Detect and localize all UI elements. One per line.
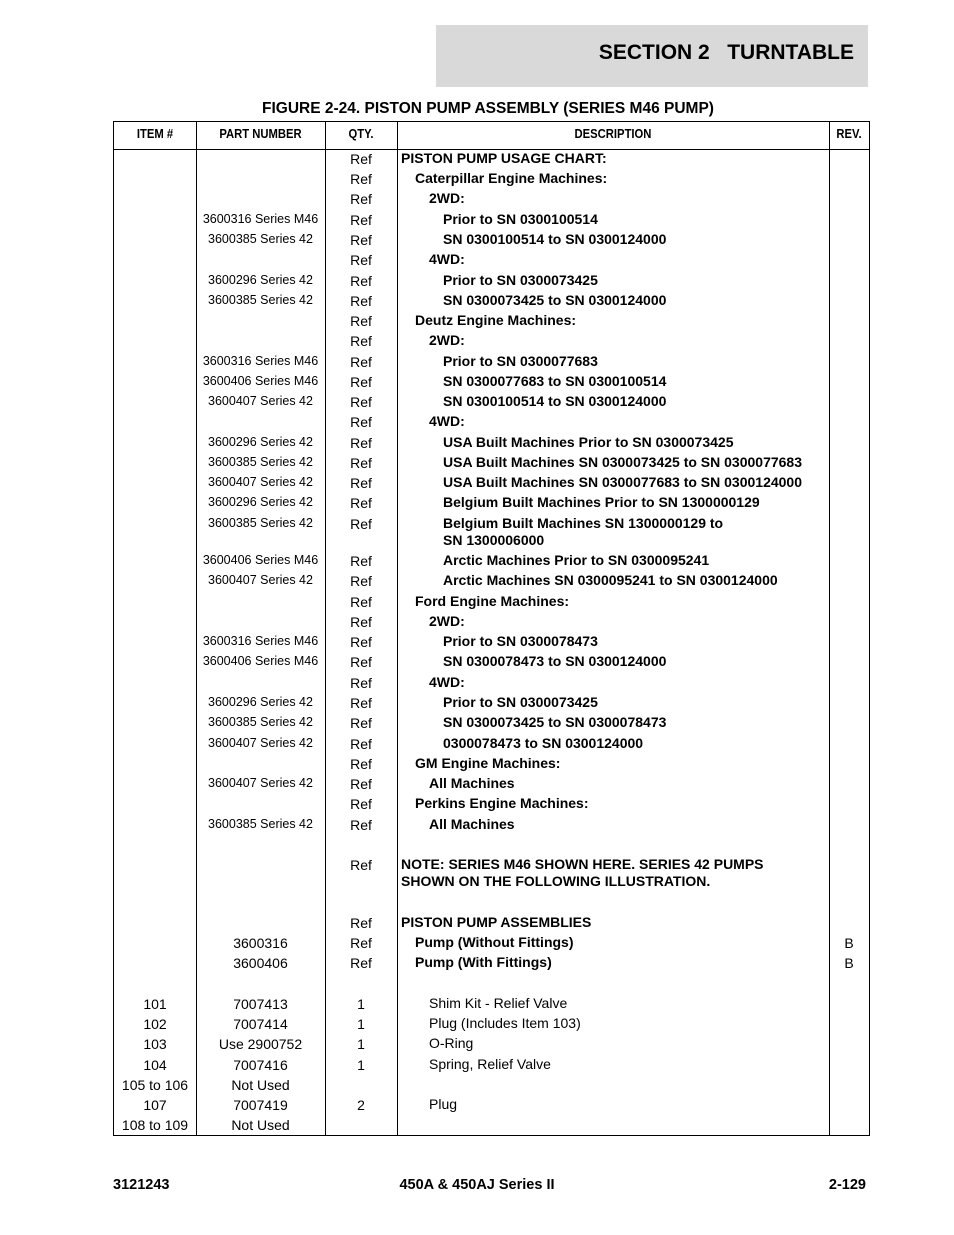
part-number-cell: 3600407 Series 42 xyxy=(208,394,313,408)
qty-cell: Ref xyxy=(350,675,372,691)
description-cell: Prior to SN 0300073425 xyxy=(443,272,598,288)
description-cell: Ford Engine Machines: xyxy=(415,593,570,609)
qty-cell: Ref xyxy=(350,796,372,812)
item-cell: 102 xyxy=(143,1016,167,1032)
description-cell: Belgium Built Machines SN 1300000129 to SN 1300006000 xyxy=(443,515,724,548)
description-cell: Plug (Includes Item 103) xyxy=(429,1015,581,1031)
part-number-cell: 3600385 Series 42 xyxy=(208,455,313,469)
description-cell: SN 0300100514 to SN 0300124000 xyxy=(443,393,667,409)
qty-cell: Ref xyxy=(350,614,372,630)
qty-cell: Ref xyxy=(350,634,372,650)
part-number-cell: 3600385 Series 42 xyxy=(208,232,313,246)
header-qty: QTY. xyxy=(348,127,374,141)
qty-cell: Ref xyxy=(350,455,372,471)
qty-cell: Ref xyxy=(350,273,372,289)
description-cell: SN 0300073425 to SN 0300124000 xyxy=(443,292,667,308)
description-cell: 2WD: xyxy=(429,190,465,206)
description-cell: Pump (With Fittings) xyxy=(415,954,552,970)
qty-cell: Ref xyxy=(350,414,372,430)
part-number-cell: 7007413 xyxy=(233,996,288,1012)
part-number-cell: 3600385 Series 42 xyxy=(208,817,313,831)
part-number-cell: Not Used xyxy=(231,1077,290,1093)
part-number-cell: 7007414 xyxy=(233,1016,288,1032)
part-number-cell: 7007419 xyxy=(233,1097,288,1113)
description-cell: O-Ring xyxy=(429,1035,474,1051)
part-number-cell: 3600296 Series 42 xyxy=(208,273,313,287)
column-divider xyxy=(397,122,398,1135)
part-number-cell: 3600316 Series M46 xyxy=(202,634,319,648)
part-number-cell: 3600296 Series 42 xyxy=(208,435,313,449)
qty-cell: Ref xyxy=(350,736,372,752)
part-number-cell: 3600385 Series 42 xyxy=(208,715,313,729)
footer-doc-number: 3121243 xyxy=(113,1177,170,1193)
qty-cell: Ref xyxy=(350,915,372,931)
part-number-cell: Use 2900752 xyxy=(218,1036,303,1052)
description-cell: PISTON PUMP USAGE CHART: xyxy=(401,150,607,166)
qty-cell: Ref xyxy=(350,333,372,349)
footer-page-number: 2-129 xyxy=(828,1177,866,1193)
part-number-cell: 3600385 Series 42 xyxy=(208,293,313,307)
qty-cell: Ref xyxy=(350,475,372,491)
qty-cell: Ref xyxy=(350,354,372,370)
qty-cell: Ref xyxy=(350,374,372,390)
qty-cell: Ref xyxy=(350,171,372,187)
item-cell: 107 xyxy=(143,1097,167,1113)
footer-model: 450A & 450AJ Series II xyxy=(399,1177,555,1193)
section-banner xyxy=(436,25,868,87)
qty-cell: 1 xyxy=(357,1016,365,1032)
section-title: SECTION 2 TURNTABLE xyxy=(598,41,854,64)
part-number-cell: 3600407 Series 42 xyxy=(208,573,313,587)
rev-cell: B xyxy=(844,935,854,951)
qty-cell: Ref xyxy=(350,776,372,792)
description-cell: All Machines xyxy=(429,775,515,791)
description-cell: USA Built Machines SN 0300073425 to SN 0300077683 xyxy=(443,454,803,470)
rev-cell: B xyxy=(844,955,854,971)
description-cell: Prior to SN 0300100514 xyxy=(443,211,598,227)
qty-cell: Ref xyxy=(350,232,372,248)
qty-cell: Ref xyxy=(350,857,372,873)
description-cell: SN 0300100514 to SN 0300124000 xyxy=(443,231,667,247)
qty-cell: Ref xyxy=(350,715,372,731)
qty-cell: Ref xyxy=(350,516,372,532)
qty-cell: Ref xyxy=(350,695,372,711)
part-number-cell: 3600316 Series M46 xyxy=(202,212,319,226)
description-cell: NOTE: SERIES M46 SHOWN HERE. SERIES 42 PUMPS SHOWN ON THE FOLLOWING ILLUSTRATION. xyxy=(401,856,764,889)
item-cell: 104 xyxy=(143,1057,167,1073)
qty-cell: Ref xyxy=(350,553,372,569)
header-rev: REV. xyxy=(836,127,862,141)
qty-cell: 2 xyxy=(357,1097,365,1113)
qty-cell: 1 xyxy=(357,996,365,1012)
qty-cell: Ref xyxy=(350,313,372,329)
qty-cell: Ref xyxy=(350,212,372,228)
description-cell: GM Engine Machines: xyxy=(415,755,561,771)
description-cell: Prior to SN 0300077683 xyxy=(443,353,598,369)
description-cell: 2WD: xyxy=(429,332,465,348)
description-cell: SN 0300073425 to SN 0300078473 xyxy=(443,714,667,730)
description-cell xyxy=(401,1075,826,1076)
description-cell: SN 0300077683 to SN 0300100514 xyxy=(443,373,667,389)
qty-cell: Ref xyxy=(350,151,372,167)
description-cell: 4WD: xyxy=(429,413,465,429)
qty-cell: Ref xyxy=(350,955,372,971)
qty-cell: Ref xyxy=(350,293,372,309)
part-number-cell: 3600296 Series 42 xyxy=(208,695,313,709)
description-cell: 0300078473 to SN 0300124000 xyxy=(443,735,644,751)
description-cell: Pump (Without Fittings) xyxy=(415,934,574,950)
qty-cell: 1 xyxy=(357,1057,365,1073)
part-number-cell: 3600406 xyxy=(233,955,288,971)
qty-cell: Ref xyxy=(350,191,372,207)
description-cell: USA Built Machines SN 0300077683 to SN 0300124000 xyxy=(443,474,803,490)
header-description: DESCRIPTION xyxy=(574,127,652,141)
qty-cell: Ref xyxy=(350,817,372,833)
item-cell: 103 xyxy=(143,1036,167,1052)
description-cell: 4WD: xyxy=(429,251,465,267)
description-cell: Spring, Relief Valve xyxy=(429,1056,551,1072)
description-cell: Belgium Built Machines Prior to SN 1300000129 xyxy=(443,494,760,510)
part-number-cell: 3600407 Series 42 xyxy=(208,776,313,790)
part-number-cell: 3600385 Series 42 xyxy=(208,516,313,530)
qty-cell: Ref xyxy=(350,435,372,451)
description-cell: 4WD: xyxy=(429,674,465,690)
description-cell: Caterpillar Engine Machines: xyxy=(415,170,608,186)
description-cell: Arctic Machines SN 0300095241 to SN 0300124000 xyxy=(443,572,778,588)
description-cell: Prior to SN 0300078473 xyxy=(443,633,598,649)
description-cell: Shim Kit - Relief Valve xyxy=(429,995,568,1011)
qty-cell: Ref xyxy=(350,654,372,670)
qty-cell: Ref xyxy=(350,935,372,951)
item-cell: 105 to 106 xyxy=(121,1077,189,1093)
part-number-cell: 3600406 Series M46 xyxy=(202,553,319,567)
qty-cell: Ref xyxy=(350,495,372,511)
header-part-number: PART NUMBER xyxy=(219,127,302,141)
qty-cell: Ref xyxy=(350,394,372,410)
part-number-cell: 3600406 Series M46 xyxy=(202,654,319,668)
qty-cell: Ref xyxy=(350,594,372,610)
description-cell xyxy=(401,1115,826,1116)
parts-table xyxy=(113,121,870,1136)
item-cell: 108 to 109 xyxy=(121,1117,189,1133)
description-cell: Perkins Engine Machines: xyxy=(415,795,589,811)
description-cell: USA Built Machines Prior to SN 0300073425 xyxy=(443,434,734,450)
description-cell: All Machines xyxy=(429,816,515,832)
part-number-cell: 3600407 Series 42 xyxy=(208,736,313,750)
part-number-cell: 3600316 Series M46 xyxy=(202,354,319,368)
description-cell: 2WD: xyxy=(429,613,465,629)
description-cell: Deutz Engine Machines: xyxy=(415,312,577,328)
part-number-cell: 3600407 Series 42 xyxy=(208,475,313,489)
part-number-cell: 3600296 Series 42 xyxy=(208,495,313,509)
part-number-cell: 7007416 xyxy=(233,1057,288,1073)
qty-cell: Ref xyxy=(350,756,372,772)
description-cell: Prior to SN 0300073425 xyxy=(443,694,598,710)
part-number-cell: 3600406 Series M46 xyxy=(202,374,319,388)
part-number-cell: Not Used xyxy=(231,1117,290,1133)
qty-cell: Ref xyxy=(350,252,372,268)
description-cell: PISTON PUMP ASSEMBLIES xyxy=(401,914,592,930)
qty-cell: 1 xyxy=(357,1036,365,1052)
description-cell: Plug xyxy=(429,1096,458,1112)
qty-cell: Ref xyxy=(350,573,372,589)
description-cell: Arctic Machines Prior to SN 0300095241 xyxy=(443,552,710,568)
figure-title: FIGURE 2-24. PISTON PUMP ASSEMBLY (SERIES M46 PUMP) xyxy=(262,100,714,117)
header-item: ITEM # xyxy=(136,127,174,141)
part-number-cell: 3600316 xyxy=(233,935,288,951)
description-cell: SN 0300078473 to SN 0300124000 xyxy=(443,653,667,669)
item-cell: 101 xyxy=(143,996,167,1012)
